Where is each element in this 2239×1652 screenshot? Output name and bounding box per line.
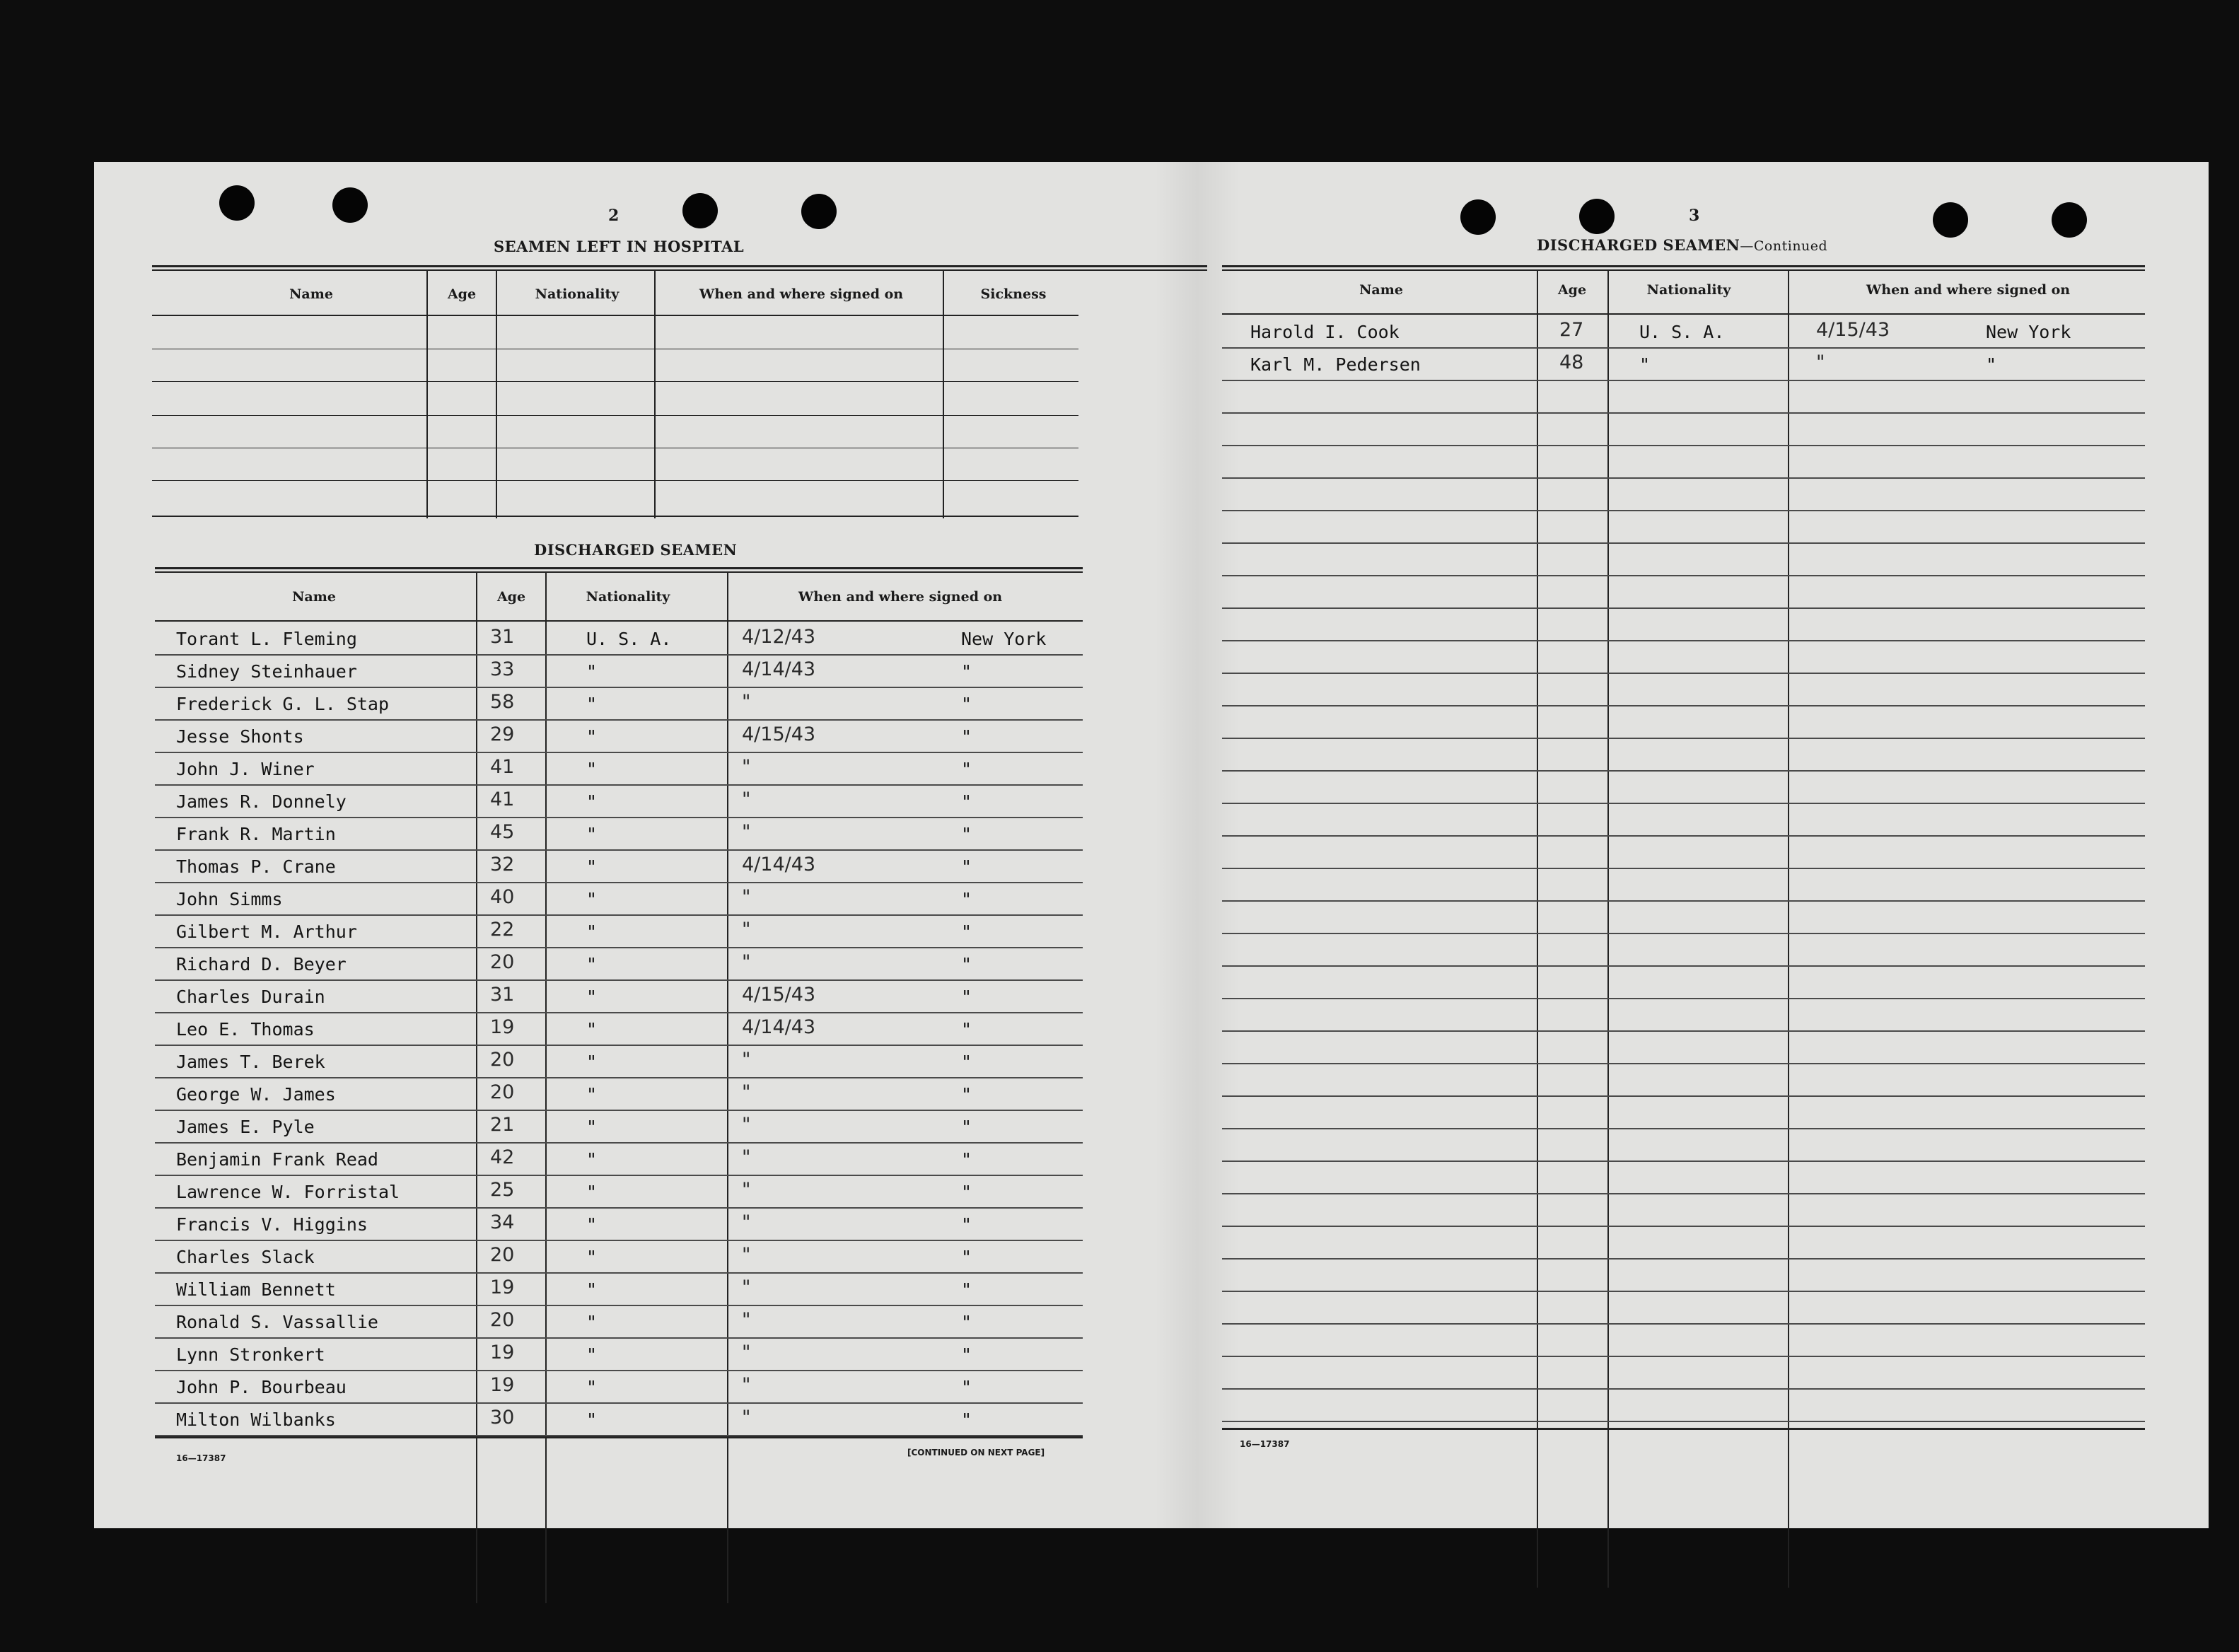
divider <box>155 567 1083 569</box>
seaman-name: Torant L. Fleming <box>176 629 357 649</box>
row-rule <box>152 516 1078 517</box>
column-header-name: Name <box>289 286 333 302</box>
empty-row <box>1222 1291 2145 1325</box>
seaman-age: 48 <box>1559 351 1584 373</box>
empty-row <box>1222 1258 2145 1292</box>
seaman-nationality: " <box>586 1214 598 1235</box>
seaman-name: James T. Berek <box>176 1052 325 1072</box>
empty-row <box>1222 770 2145 804</box>
seaman-name: Karl M. Pedersen <box>1250 354 1421 375</box>
punch-hole <box>219 185 255 221</box>
signed-on-date: " <box>742 1342 751 1363</box>
empty-row <box>1222 510 2145 544</box>
empty-row <box>1222 1128 2145 1162</box>
table-row <box>155 882 1083 916</box>
column-header-sickness: Sickness <box>980 286 1047 302</box>
seaman-nationality: " <box>586 1247 598 1267</box>
seaman-name: James R. Donnely <box>176 791 347 812</box>
table-row <box>1222 315 2145 349</box>
seaman-age: 58 <box>490 691 515 713</box>
seaman-name: Jesse Shonts <box>176 726 304 747</box>
seaman-nationality: " <box>586 1019 598 1040</box>
signed-on-date: 4/15/43 <box>742 984 816 1006</box>
table-row <box>155 849 1083 883</box>
signed-on-date: " <box>742 1244 751 1266</box>
signed-on-place: " <box>961 1214 972 1235</box>
seaman-name: John J. Winer <box>176 759 315 779</box>
signed-on-place: " <box>961 726 972 747</box>
column-header-age: Age <box>1557 282 1587 298</box>
table-row <box>155 752 1083 786</box>
seaman-age: 19 <box>490 1276 515 1298</box>
table-row <box>155 622 1083 656</box>
title-main: DISCHARGED SEAMEN <box>1537 236 1740 254</box>
seaman-nationality: " <box>586 1344 598 1365</box>
signed-on-date: " <box>742 1407 751 1429</box>
signed-on-date: 4/14/43 <box>742 658 816 680</box>
table-row <box>155 1240 1083 1274</box>
seaman-name: Thomas P. Crane <box>176 856 336 877</box>
row-rule <box>152 480 1078 481</box>
seaman-name: Francis V. Higgins <box>176 1214 368 1235</box>
seaman-nationality: " <box>586 889 598 909</box>
seaman-name: Lynn Stronkert <box>176 1344 325 1365</box>
signed-on-place: " <box>961 856 972 877</box>
empty-row <box>1222 640 2145 674</box>
signed-on-date: " <box>742 1114 751 1136</box>
table-row <box>155 947 1083 981</box>
seaman-name: John P. Bourbeau <box>176 1377 347 1397</box>
seaman-name: Richard D. Beyer <box>176 954 347 975</box>
empty-row <box>1222 575 2145 609</box>
empty-row <box>1222 542 2145 576</box>
seaman-age: 32 <box>490 854 515 876</box>
seaman-nationality: " <box>586 1409 598 1430</box>
empty-row <box>1222 900 2145 934</box>
empty-row <box>1222 477 2145 511</box>
table-row <box>155 784 1083 818</box>
table-row <box>1222 347 2145 381</box>
table-row <box>155 1077 1083 1111</box>
signed-on-date: " <box>742 691 751 713</box>
table-row <box>155 1305 1083 1339</box>
table-row <box>155 1337 1083 1371</box>
signed-on-date: 4/14/43 <box>742 1016 816 1038</box>
column-header-age: Age <box>447 286 477 302</box>
seaman-nationality: " <box>1639 354 1651 375</box>
signed-on-place: New York <box>1986 322 2071 342</box>
seaman-name: James E. Pyle <box>176 1117 315 1137</box>
signed-on-place: " <box>961 791 972 812</box>
signed-on-place: " <box>961 1409 972 1430</box>
empty-row <box>1222 998 2145 1032</box>
seaman-age: 19 <box>490 1374 515 1396</box>
seaman-nationality: " <box>586 921 598 942</box>
column-header-nationality: Nationality <box>1646 282 1731 298</box>
seaman-name: William Bennett <box>176 1279 336 1300</box>
table-row <box>155 1175 1083 1209</box>
signed-on-place: " <box>961 987 972 1007</box>
seaman-age: 19 <box>490 1342 515 1363</box>
signed-on-date: " <box>742 1049 751 1071</box>
empty-row <box>1222 1193 2145 1227</box>
signed-on-place: " <box>961 1149 972 1170</box>
form-number: 16—17387 <box>1240 1439 1290 1449</box>
form-number: 16—17387 <box>176 1453 226 1463</box>
signed-on-place: " <box>961 921 972 942</box>
signed-on-place: " <box>961 1377 972 1397</box>
seaman-age: 31 <box>490 984 515 1006</box>
seaman-age: 42 <box>490 1146 515 1168</box>
column-rule <box>426 271 428 518</box>
seaman-name: Charles Durain <box>176 987 325 1007</box>
signed-on-place: " <box>961 1019 972 1040</box>
seaman-name: John Simms <box>176 889 283 909</box>
empty-row <box>1222 965 2145 999</box>
column-header-name: Name <box>1359 282 1403 298</box>
signed-on-date: " <box>742 789 751 810</box>
signed-on-date: " <box>742 886 751 908</box>
seaman-age: 21 <box>490 1114 515 1136</box>
seaman-nationality: " <box>586 954 598 975</box>
signed-on-place: " <box>961 889 972 909</box>
signed-on-place: " <box>961 759 972 779</box>
seaman-age: 31 <box>490 626 515 648</box>
signed-on-date: 4/12/43 <box>742 626 816 648</box>
signed-on-date: " <box>742 1309 751 1331</box>
empty-row <box>1222 1063 2145 1097</box>
row-rule <box>152 315 1078 316</box>
seaman-age: 20 <box>490 1244 515 1266</box>
punch-hole <box>1460 199 1496 235</box>
seaman-age: 25 <box>490 1179 515 1201</box>
punch-hole <box>801 194 837 229</box>
column-header-nationality: Nationality <box>535 286 620 302</box>
signed-on-place: " <box>961 1279 972 1300</box>
empty-row <box>1222 1095 2145 1129</box>
empty-row <box>1222 412 2145 446</box>
seaman-nationality: U. S. A. <box>586 629 672 649</box>
seaman-age: 20 <box>490 1081 515 1103</box>
table-row <box>155 979 1083 1013</box>
seaman-name: Lawrence W. Forristal <box>176 1182 400 1202</box>
empty-row <box>1222 445 2145 479</box>
signed-on-place: " <box>961 1052 972 1072</box>
punch-hole <box>682 193 718 228</box>
table-row <box>155 1110 1083 1144</box>
signed-on-place: " <box>961 1182 972 1202</box>
signed-on-date: " <box>742 1081 751 1103</box>
seaman-nationality: " <box>586 726 598 747</box>
column-header-signed-on: When and where signed on <box>699 286 904 302</box>
seaman-age: 41 <box>490 789 515 810</box>
seaman-nationality: " <box>586 661 598 682</box>
empty-row <box>1222 1323 2145 1357</box>
signed-on-place: " <box>961 824 972 844</box>
document-sheet <box>94 162 2209 1528</box>
seaman-age: 40 <box>490 886 515 908</box>
divider <box>155 571 1083 573</box>
continued-note: [CONTINUED ON NEXT PAGE] <box>907 1448 1045 1458</box>
signed-on-date: " <box>1816 351 1825 373</box>
table-row <box>155 687 1083 721</box>
signed-on-place: " <box>961 1344 972 1365</box>
column-header-signed-on: When and where signed on <box>798 589 1003 605</box>
empty-row <box>1222 1388 2145 1422</box>
signed-on-date: " <box>742 1276 751 1298</box>
table-row <box>155 1012 1083 1046</box>
column-header-signed-on: When and where signed on <box>1866 282 2071 298</box>
table-row <box>155 1402 1083 1436</box>
seaman-nationality: " <box>586 1312 598 1332</box>
signed-on-place: " <box>961 694 972 714</box>
page-number: 3 <box>1689 206 1700 225</box>
divider <box>152 265 1207 267</box>
empty-row <box>1222 705 2145 739</box>
empty-row <box>1222 1030 2145 1064</box>
table-row <box>155 1272 1083 1306</box>
seaman-age: 22 <box>490 919 515 941</box>
table-row <box>155 1370 1083 1404</box>
column-header-age: Age <box>496 589 526 605</box>
punch-hole <box>332 187 368 223</box>
signed-on-date: " <box>742 1179 751 1201</box>
seaman-nationality: " <box>586 1279 598 1300</box>
signed-on-date: " <box>742 951 751 973</box>
signed-on-place: " <box>961 954 972 975</box>
seaman-name: George W. James <box>176 1084 336 1105</box>
seaman-name: Gilbert M. Arthur <box>176 921 357 942</box>
discharged-continued-title <box>1537 236 1827 254</box>
seaman-age: 29 <box>490 723 515 745</box>
signed-on-place: " <box>961 1247 972 1267</box>
seaman-name: Leo E. Thomas <box>176 1019 315 1040</box>
column-header-name: Name <box>292 589 336 605</box>
column-rule <box>943 271 944 518</box>
signed-on-date: " <box>742 1146 751 1168</box>
seaman-nationality: " <box>586 1117 598 1137</box>
signed-on-date: 4/15/43 <box>1816 319 1890 341</box>
empty-row <box>1222 673 2145 706</box>
seaman-age: 20 <box>490 1049 515 1071</box>
empty-row <box>1222 933 2145 967</box>
signed-on-place: " <box>1986 354 1997 375</box>
seaman-nationality: " <box>586 987 598 1007</box>
signed-on-place: New York <box>961 629 1047 649</box>
column-rule <box>496 271 497 518</box>
seaman-nationality: " <box>586 791 598 812</box>
column-header-nationality: Nationality <box>586 589 670 605</box>
divider <box>152 269 1207 271</box>
signed-on-date: 4/14/43 <box>742 854 816 876</box>
divider <box>155 1436 1083 1438</box>
seaman-nationality: U. S. A. <box>1639 322 1725 342</box>
seaman-name: Milton Wilbanks <box>176 1409 336 1430</box>
seaman-age: 34 <box>490 1211 515 1233</box>
empty-row <box>1222 868 2145 902</box>
seaman-name: Benjamin Frank Read <box>176 1149 378 1170</box>
signed-on-date: " <box>742 756 751 778</box>
seaman-nationality: " <box>586 1182 598 1202</box>
seaman-nationality: " <box>586 694 598 714</box>
divider <box>1222 1428 2145 1430</box>
title-suffix: —Continued <box>1740 238 1828 254</box>
table-row <box>155 1207 1083 1241</box>
empty-row <box>1222 738 2145 772</box>
empty-row <box>1222 607 2145 641</box>
seaman-name: Ronald S. Vassallie <box>176 1312 378 1332</box>
seaman-age: 19 <box>490 1016 515 1038</box>
seaman-name: Frank R. Martin <box>176 824 336 844</box>
seaman-name: Frederick G. L. Stap <box>176 694 390 714</box>
discharged-section-title: DISCHARGED SEAMEN <box>534 541 738 559</box>
table-row <box>155 654 1083 688</box>
empty-row <box>1222 1226 2145 1260</box>
seaman-age: 33 <box>490 658 515 680</box>
punch-hole <box>2052 202 2087 238</box>
seaman-age: 30 <box>490 1407 515 1429</box>
seaman-nationality: " <box>586 1377 598 1397</box>
empty-row <box>1222 835 2145 869</box>
page-number: 2 <box>608 206 620 225</box>
empty-row <box>1222 803 2145 837</box>
divider <box>1222 269 2145 271</box>
table-row <box>155 817 1083 851</box>
seaman-age: 45 <box>490 821 515 843</box>
empty-row <box>1222 380 2145 414</box>
empty-row <box>1222 1356 2145 1390</box>
signed-on-place: " <box>961 1312 972 1332</box>
hospital-section-title: SEAMEN LEFT IN HOSPITAL <box>494 238 745 255</box>
signed-on-date: " <box>742 919 751 941</box>
row-rule <box>152 415 1078 416</box>
signed-on-place: " <box>961 1084 972 1105</box>
table-row <box>155 1142 1083 1176</box>
table-row <box>155 1045 1083 1078</box>
table-row <box>155 914 1083 948</box>
divider <box>1222 265 2145 267</box>
signed-on-date: " <box>742 1374 751 1396</box>
seaman-name: Harold I. Cook <box>1250 322 1400 342</box>
seaman-name: Charles Slack <box>176 1247 315 1267</box>
empty-row <box>1222 1161 2145 1194</box>
seaman-nationality: " <box>586 1149 598 1170</box>
seaman-nationality: " <box>586 1084 598 1105</box>
signed-on-place: " <box>961 661 972 682</box>
punch-hole <box>1579 199 1615 234</box>
signed-on-date: " <box>742 821 751 843</box>
punch-hole <box>1933 202 1968 238</box>
signed-on-date: " <box>742 1211 751 1233</box>
seaman-age: 20 <box>490 951 515 973</box>
seaman-nationality: " <box>586 856 598 877</box>
signed-on-date: 4/15/43 <box>742 723 816 745</box>
table-row <box>155 719 1083 753</box>
seaman-age: 27 <box>1559 319 1584 341</box>
seaman-nationality: " <box>586 759 598 779</box>
seaman-nationality: " <box>586 824 598 844</box>
seaman-name: Sidney Steinhauer <box>176 661 357 682</box>
signed-on-place: " <box>961 1117 972 1137</box>
seaman-nationality: " <box>586 1052 598 1072</box>
seaman-age: 20 <box>490 1309 515 1331</box>
seaman-age: 41 <box>490 756 515 778</box>
row-rule <box>152 381 1078 382</box>
column-rule <box>654 271 656 518</box>
